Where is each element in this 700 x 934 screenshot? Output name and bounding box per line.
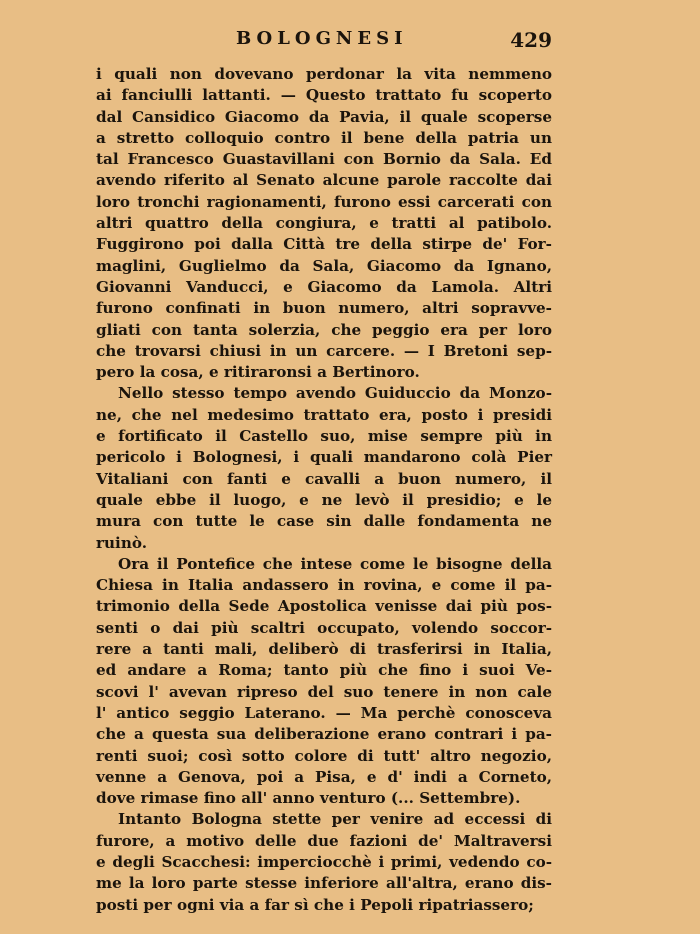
paragraph xyxy=(96,809,552,915)
text-line: Fuggirono poi dalla Città tre della stirpe de' For- xyxy=(96,235,552,254)
text-line: furore, a motivo delle due fazioni de' Maltraversi xyxy=(96,831,552,850)
text-line: trimonio della Sede Apostolica venisse dai più pos- xyxy=(96,597,552,616)
running-head: BOLOGNESI xyxy=(236,28,408,49)
page-number: 429 xyxy=(510,28,552,52)
text-line: me la loro parte stesse inferiore all'altra, erano dis- xyxy=(96,874,552,893)
text-line: Giovanni Vanducci, e Giacomo da Lamola. Altri xyxy=(96,277,552,296)
paragraph xyxy=(96,64,552,383)
text-line: a stretto colloquio contro il bene della patria un xyxy=(96,128,552,147)
text-line: l' antico seggio Laterano. — Ma perchè conosceva xyxy=(96,703,552,722)
text-line: venne a Genova, poi a Pisa, e d' indi a Corneto, xyxy=(96,767,552,786)
text-line: che a questa sua deliberazione erano contrari i pa- xyxy=(96,725,552,744)
text-line: quale ebbe il luogo, e ne levò il presidio; e le xyxy=(96,490,552,509)
text-line: ed andare a Roma; tanto più che fino i suoi Ve- xyxy=(96,661,552,680)
text-line: renti suoi; così sotto colore di tutt' altro negozio, xyxy=(96,746,552,765)
text-line: tal Francesco Guastavillani con Bornio da Sala. Ed xyxy=(96,150,552,169)
text-line: pericolo i Bolognesi, i quali mandarono colà Pier xyxy=(96,448,552,467)
text-line: avendo riferito al Senato alcune parole raccolte dai xyxy=(96,171,552,190)
text-line: scovi l' avevan ripreso del suo tenere in non cale xyxy=(96,682,552,701)
paragraph xyxy=(96,554,552,810)
text-line: altri quattro della congiura, e tratti al patibolo. xyxy=(96,214,552,233)
body-text xyxy=(96,64,552,916)
text-line: posti per ogni via a far sì che i Pepoli ripatriassero; xyxy=(96,895,534,914)
text-line: Vitaliani con fanti e cavalli a buon numero, il xyxy=(96,469,552,488)
text-line: maglini, Guglielmo da Sala, Giacomo da Ignano, xyxy=(96,256,552,275)
text-line: Intanto Bologna stette per venire ad eccessi di xyxy=(118,810,552,829)
text-line: dove rimase fino all' anno venturo (... Settembre). xyxy=(96,789,521,808)
page-header xyxy=(96,28,552,52)
text-line: e degli Scacchesi: imperciocchè i primi, vedendo co- xyxy=(96,852,552,871)
text-line: gliati con tanta solerzia, che peggio era per loro xyxy=(96,320,552,339)
text-line: mura con tutte le case sin dalle fondamenta ne xyxy=(96,512,552,531)
text-line: rere a tanti mali, deliberò di trasferirsi in Italia, xyxy=(96,640,552,659)
text-line: loro tronchi ragionamenti, furono essi carcerati con xyxy=(96,192,552,211)
text-line: che trovarsi chiusi in un carcere. — I Bretoni sep- xyxy=(96,341,552,360)
text-line: dal Cansidico Giacomo da Pavia, il quale scoperse xyxy=(96,107,552,126)
paragraph xyxy=(96,383,552,553)
text-line: ne, che nel medesimo trattato era, posto i presidi xyxy=(96,405,552,424)
text-line: Nello stesso tempo avendo Guiduccio da Monzo- xyxy=(118,384,552,403)
text-line: Ora il Pontefice che intese come le bisogne della xyxy=(118,554,552,573)
text-line: pero la cosa, e ritiraronsi a Bertinoro. xyxy=(96,363,420,382)
text-line: Chiesa in Italia andassero in rovina, e come il pa- xyxy=(96,576,552,595)
text-line: ruinò. xyxy=(96,533,148,552)
text-line: i quali non dovevano perdonar la vita nemmeno xyxy=(96,65,552,83)
text-line: senti o dai più scaltri occupato, volendo soccor- xyxy=(96,618,552,637)
text-line: ai fanciulli lattanti. — Questo trattato fu scoperto xyxy=(96,86,552,105)
text-line: e fortificato il Castello suo, mise sempre più in xyxy=(96,427,552,446)
text-line: furono confinati in buon numero, altri sopravve- xyxy=(96,299,552,318)
